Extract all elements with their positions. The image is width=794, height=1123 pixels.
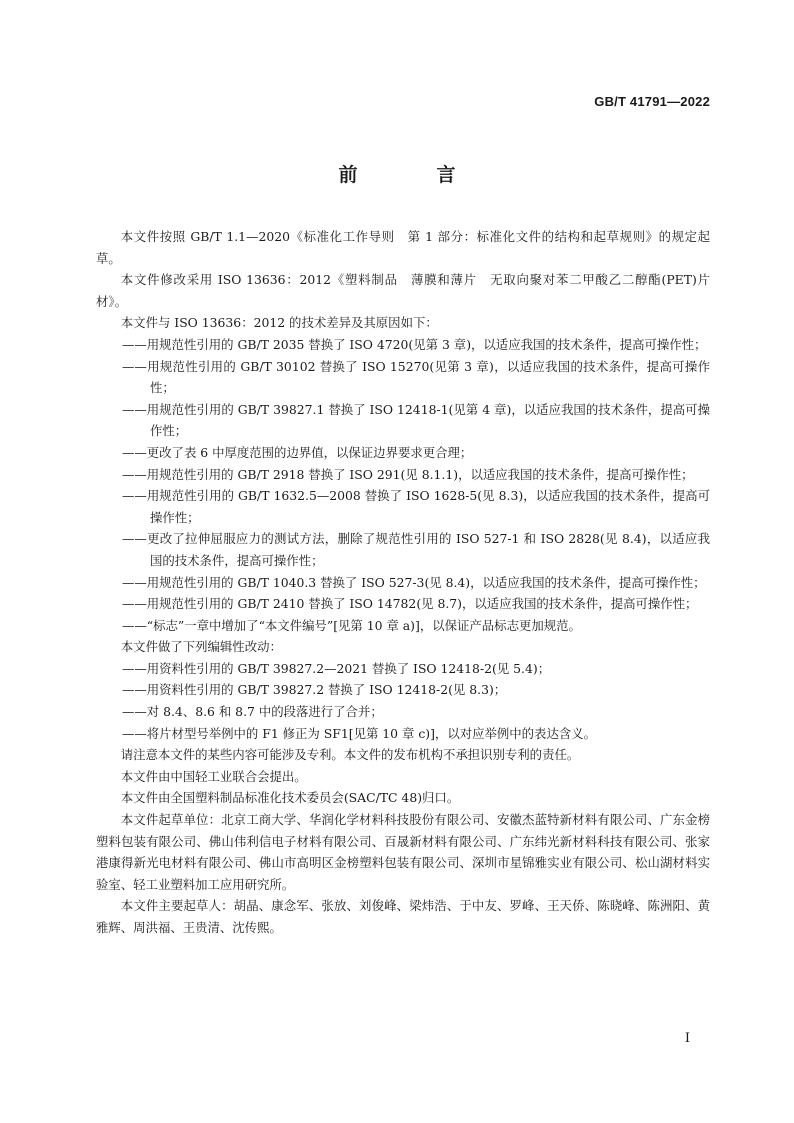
paragraph-editorial-intro: 本文件做了下列编辑性改动： <box>120 639 282 655</box>
list-item: ——用规范性引用的 GB/T 2035 替换了 ISO 4720(见第 3 章)，以适应我国的技术条件，提高可操作性； <box>122 336 707 352</box>
paragraph-patent-notice: 请注意本文件的某些内容可能涉及专利。本文件的发布机构不承担识别专利的责任。 <box>120 747 580 763</box>
list-item: ——用资料性引用的 GB/T 39827.2 替换了 ISO 12418-2(见 8.3)； <box>122 682 507 698</box>
list-item: ——用资料性引用的 GB/T 39827.2—2021 替换了 ISO 12418-2(见 5.4)； <box>122 660 551 676</box>
list-item: ——用规范性引用的 GB/T 2410 替换了 ISO 14782(见 8.7)，以适应我国的技术条件，提高可操作性； <box>122 596 698 612</box>
list-item: ——更改了拉伸屈服应力的测试方法，删除了规范性引用的 ISO 527-1 和 ISO 2828(见 8.4)，以适应我国的技术条件，提高可操作性； <box>122 531 710 568</box>
list-item: ——“标志”一章中增加了“本文件编号”[见第 10 章 a)]，以保证产品标志更加规范。 <box>122 617 581 633</box>
foreword-body <box>96 226 710 939</box>
list-item: ——用规范性引用的 GB/T 2918 替换了 ISO 291(见 8.1.1)，以适应我国的技术条件，提高可操作性； <box>122 466 694 482</box>
list-item: ——用规范性引用的 GB/T 30102 替换了 ISO 15270(见第 3 章)，以适应我国的技术条件，提高可操作性； <box>122 358 710 396</box>
page-number: I <box>684 1031 690 1046</box>
paragraph-drafting-rules: 本文件按照 GB/T 1.1—2020《标准化工作导则 第 1 部分：标准化文件的结构和起草规则》的规定起草。 <box>96 229 710 266</box>
paragraph-principal-drafters: 本文件主要起草人：胡晶、康念军、张放、刘俊峰、梁炜浩、于中友、罗峰、王天侨、陈晓峰、陈洲阳、黄雅辉、周洪福、王贵清、沈传熙。 <box>96 898 710 935</box>
paragraph-responsible-committee: 本文件由全国塑料制品标准化技术委员会(SAC/TC 48)归口。 <box>120 790 460 806</box>
list-item: ——将片材型号举例中的 F1 修正为 SF1[见第 10 章 c)]，以对应举例中的表达含义。 <box>122 725 597 741</box>
paragraph-differences-intro: 本文件与 ISO 13636：2012 的技术差异及其原因如下： <box>120 315 438 331</box>
list-item: ——用规范性引用的 GB/T 39827.1 替换了 ISO 12418-1(见第 4 章)，以适应我国的技术条件，提高可操作性； <box>122 401 710 439</box>
paragraph-adoption: 本文件修改采用 ISO 13636：2012《塑料制品 薄膜和薄片 无取向聚对苯二甲酸乙二醇酯(PET)片材》。 <box>96 272 710 309</box>
list-item: ——对 8.4、8.6 和 8.7 中的段落进行了合并； <box>122 704 383 720</box>
list-item: ——用规范性引用的 GB/T 1632.5—2008 替换了 ISO 1628-5(见 8.3)，以适应我国的技术条件，提高可操作性； <box>122 488 710 525</box>
page-title: 前 言 <box>338 164 486 186</box>
list-item: ——用规范性引用的 GB/T 1040.3 替换了 ISO 527-3(见 8.4)，以适应我国的技术条件，提高可操作性； <box>122 574 706 590</box>
standard-code: GB/T 41791—2022 <box>594 94 710 109</box>
paragraph-drafting-organizations: 本文件起草单位：北京工商大学、华润化学材料科技股份有限公司、安徽杰蓝特新材料有限公司、广东金榜塑料包装有限公司、佛山伟利信电子材料有限公司、百晟新材料有限公司、广东纬光新材料科技有限公司、张家港康得新光电材料有限公司、佛山市高明区金榜塑料包装有限公司、深圳市星锦雅实业有限公司、松山湖材料实验室、轻工业塑料加工应用研究所。 <box>96 812 710 892</box>
list-item: ——更改了表 6 中厚度范围的边界值，以保证边界要求更合理； <box>122 444 473 460</box>
paragraph-proposer: 本文件由中国轻工业联合会提出。 <box>120 768 307 784</box>
